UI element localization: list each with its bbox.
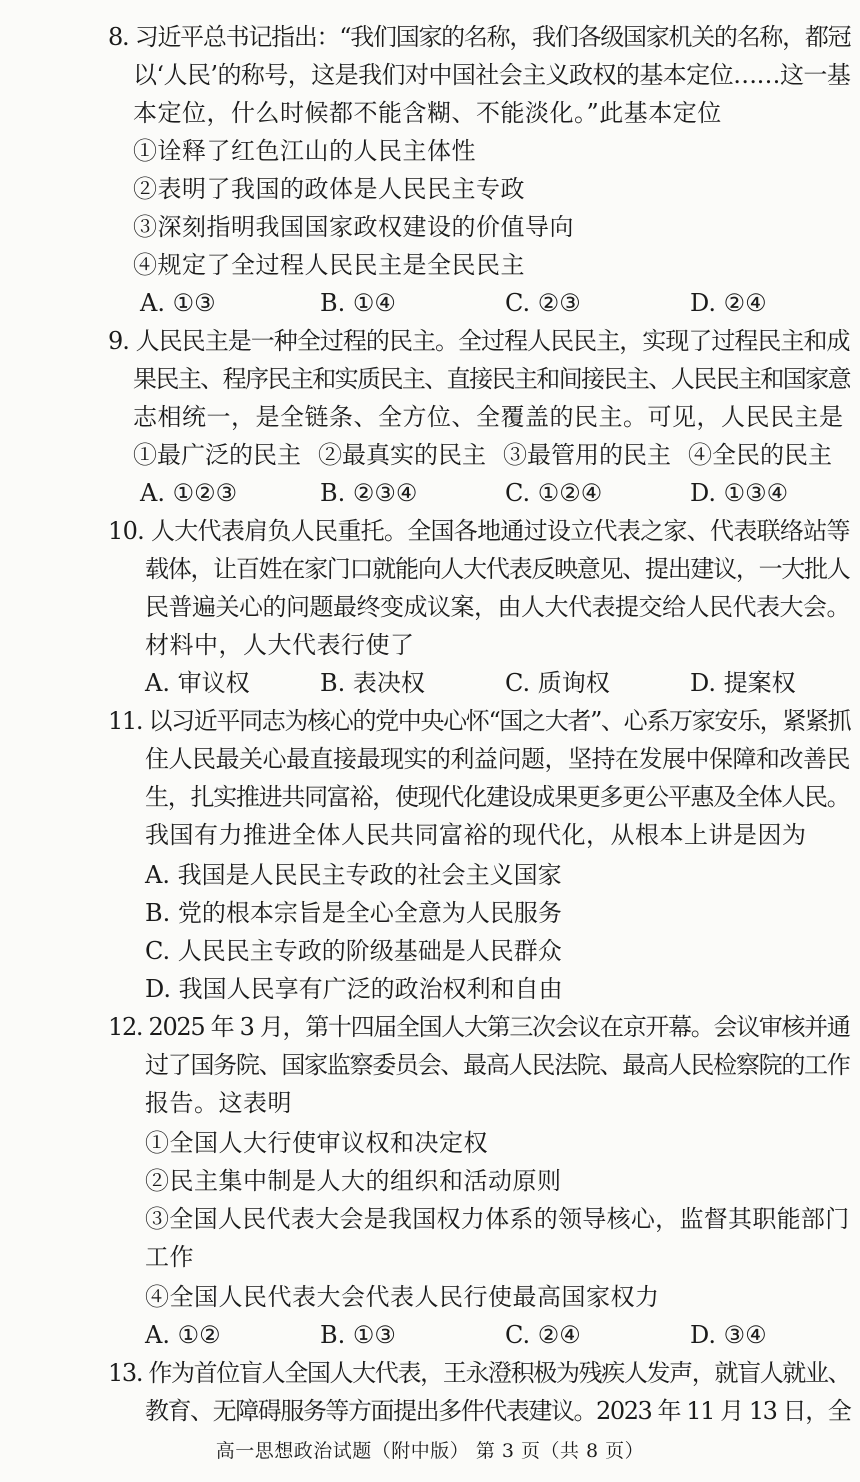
- statement: ①最广泛的民主: [133, 441, 301, 469]
- question-text: 民普遍关心的问题最终变成议案，由人大代表提交给人民代表大会。: [145, 593, 850, 621]
- statement: ②最真实的民主: [318, 441, 486, 469]
- option-c: C. 人民民主专政的阶级基础是人民群众: [145, 937, 562, 965]
- question-text: 本定位，什么时候都不能含糊、不能淡化。”此基本定位: [133, 99, 722, 127]
- statement: ①全国人大行使审议权和决定权: [145, 1129, 488, 1157]
- option-d: D. 提案权: [690, 669, 796, 697]
- option-b: B. ①③: [320, 1321, 396, 1349]
- option-c: C. ①②④: [505, 479, 603, 507]
- option-a: A. ①③: [140, 289, 216, 317]
- option-d: D. ②④: [690, 289, 767, 317]
- question-text: 11. 以习近平同志为核心的党中央心怀“国之大者”、心系万家安乐，紧紧抓: [108, 707, 851, 735]
- question-text: 我国有力推进全体人民共同富裕的现代化，从根本上讲是因为: [145, 821, 807, 849]
- statement: ④全国人民代表大会代表人民行使最高国家权力: [145, 1283, 660, 1311]
- question-text: 过了国务院、国家监察委员会、最高人民法院、最高人民检察院的工作: [145, 1051, 850, 1079]
- question-text: 载体，让百姓在家门口就能向人大代表反映意见、提出建议，一大批人: [145, 555, 850, 583]
- question-text: 10. 人大代表肩负人民重托。全国各地通过设立代表之家、代表联络站等: [108, 517, 850, 545]
- question-text: 教育、无障碍服务等方面提出多件代表建议。2023 年 11 月 13 日，全: [145, 1397, 851, 1425]
- option-a: A. ①②③: [140, 479, 238, 507]
- statement: ③最管用的民主: [503, 441, 671, 469]
- option-c: C. 质询权: [505, 669, 610, 697]
- question-text: 9. 人民民主是一种全过程的民主。全过程人民民主，实现了过程民主和成: [108, 327, 850, 355]
- question-text: 13. 作为首位盲人全国人大代表，王永澄积极为残疾人发声，就盲人就业、: [108, 1359, 851, 1387]
- option-c: C. ②④: [505, 1321, 581, 1349]
- statement: 工作: [145, 1243, 194, 1271]
- question-text: 住人民最关心最直接最现实的利益问题，坚持在发展中保障和改善民: [145, 745, 850, 773]
- statement: ①诠释了红色江山的人民主体性: [133, 137, 476, 165]
- page-footer: 高一思想政治试题（附中版） 第 3 页（共 8 页）: [215, 1440, 645, 1462]
- option-a: A. 审议权: [145, 669, 250, 697]
- question-text: 12. 2025 年 3 月，第十四届全国人大第三次会议在京开幕。会议审核并通: [108, 1013, 850, 1041]
- option-c: C. ②③: [505, 289, 581, 317]
- statement: ③深刻指明我国国家政权建设的价值导向: [133, 213, 574, 241]
- statement: ②民主集中制是人大的组织和活动原则: [145, 1167, 562, 1195]
- option-a: A. 我国是人民民主专政的社会主义国家: [145, 861, 562, 889]
- statement: ④规定了全过程人民民主是全民民主: [133, 251, 525, 279]
- option-b: B. ②③④: [320, 479, 418, 507]
- statement: ③全国人民代表大会是我国权力体系的领导核心，监督其职能部门: [145, 1205, 850, 1233]
- option-b: B. ①④: [320, 289, 396, 317]
- option-a: A. ①②: [145, 1321, 221, 1349]
- question-text: 以‘人民’的称号，这是我们对中国社会主义政权的基本定位……这一基: [133, 61, 851, 89]
- question-text: 生，扎实推进共同富裕，使现代化建设成果更多更公平惠及全体人民。: [145, 783, 850, 811]
- option-b: B. 表决权: [320, 669, 425, 697]
- question-text: 果民主、程序民主和实质民主、直接民主和间接民主、人民民主和国家意: [133, 365, 850, 393]
- question-text: 志相统一，是全链条、全方位、全覆盖的民主。可见，人民民主是: [133, 403, 844, 431]
- question-text: 报告。这表明: [145, 1089, 292, 1117]
- statement: ④全民的民主: [688, 441, 832, 469]
- question-text: 材料中，人大代表行使了: [145, 631, 415, 659]
- option-d: D. ③④: [690, 1321, 767, 1349]
- statement: ②表明了我国的政体是人民民主专政: [133, 175, 525, 203]
- option-b: B. 党的根本宗旨是全心全意为人民服务: [145, 899, 562, 927]
- question-text: 8. 习近平总书记指出：“我们国家的名称，我们各级国家机关的名称，都冠: [108, 23, 851, 51]
- option-d: D. 我国人民享有广泛的政治权利和自由: [145, 975, 563, 1003]
- option-d: D. ①③④: [690, 479, 789, 507]
